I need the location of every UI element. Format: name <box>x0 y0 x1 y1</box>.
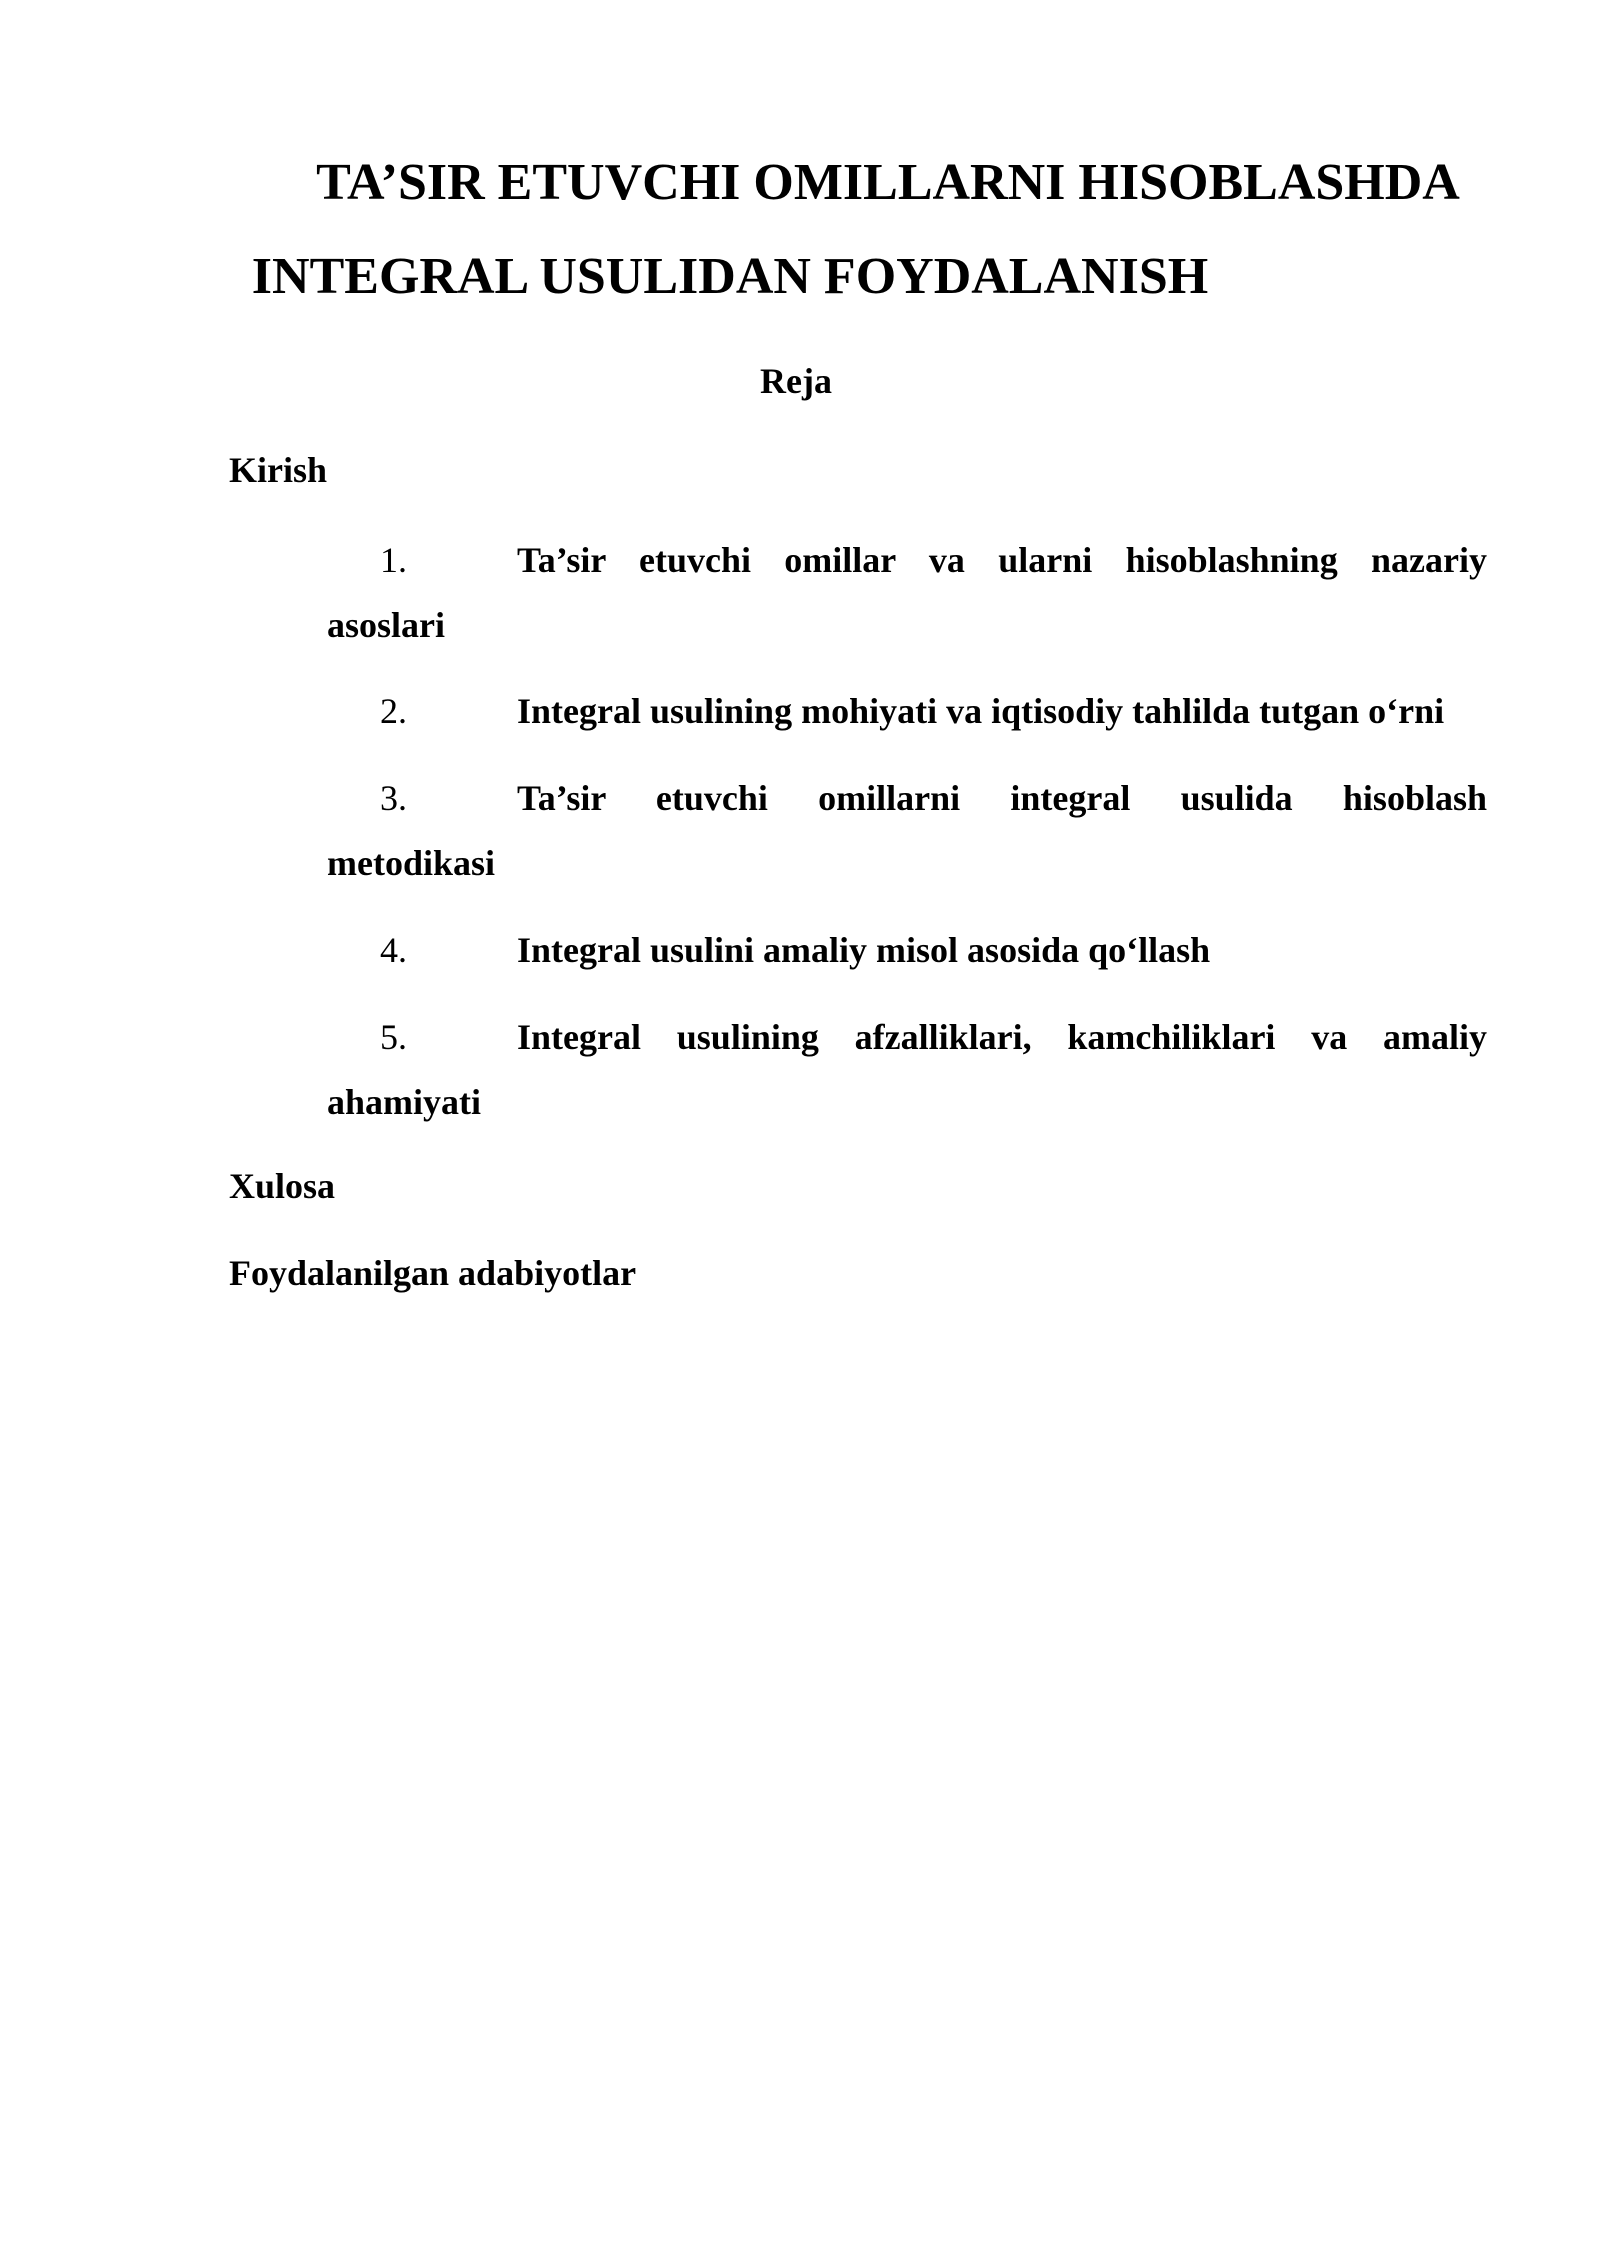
item-number: 5. <box>380 1017 407 1057</box>
item-text: Ta’sir etuvchi omillarni integral usulida hisoblash <box>517 778 1487 818</box>
conclusion-heading: Xulosa <box>229 1166 336 1206</box>
item-number: 1. <box>380 540 407 580</box>
item-number: 4. <box>380 930 407 970</box>
item-text-continuation: asoslari <box>327 605 446 645</box>
title-line-2: INTEGRAL USULIDAN FOYDALANISH <box>251 248 1209 305</box>
item-number: 3. <box>380 778 407 818</box>
references-heading: Foydalanilgan adabiyotlar <box>229 1253 637 1293</box>
item-text-continuation: metodikasi <box>327 843 496 883</box>
item-text: Integral usulining afzalliklari, kamchiliklari va amaliy <box>517 1017 1487 1057</box>
item-number: 2. <box>380 691 407 731</box>
plan-heading: Reja <box>760 361 832 401</box>
title-line-1: TA’SIR ETUVCHI OMILLARNI HISOBLASHDA <box>316 154 1460 211</box>
intro-heading: Kirish <box>229 450 328 490</box>
item-text: Integral usulining mohiyati va iqtisodiy tahlilda tutgan o‘rni <box>517 691 1445 731</box>
item-text: Ta’sir etuvchi omillar va ularni hisoblashning nazariy <box>517 540 1487 580</box>
item-text-continuation: ahamiyati <box>327 1082 482 1122</box>
item-text: Integral usulini amaliy misol asosida qo‘llash <box>517 930 1211 970</box>
